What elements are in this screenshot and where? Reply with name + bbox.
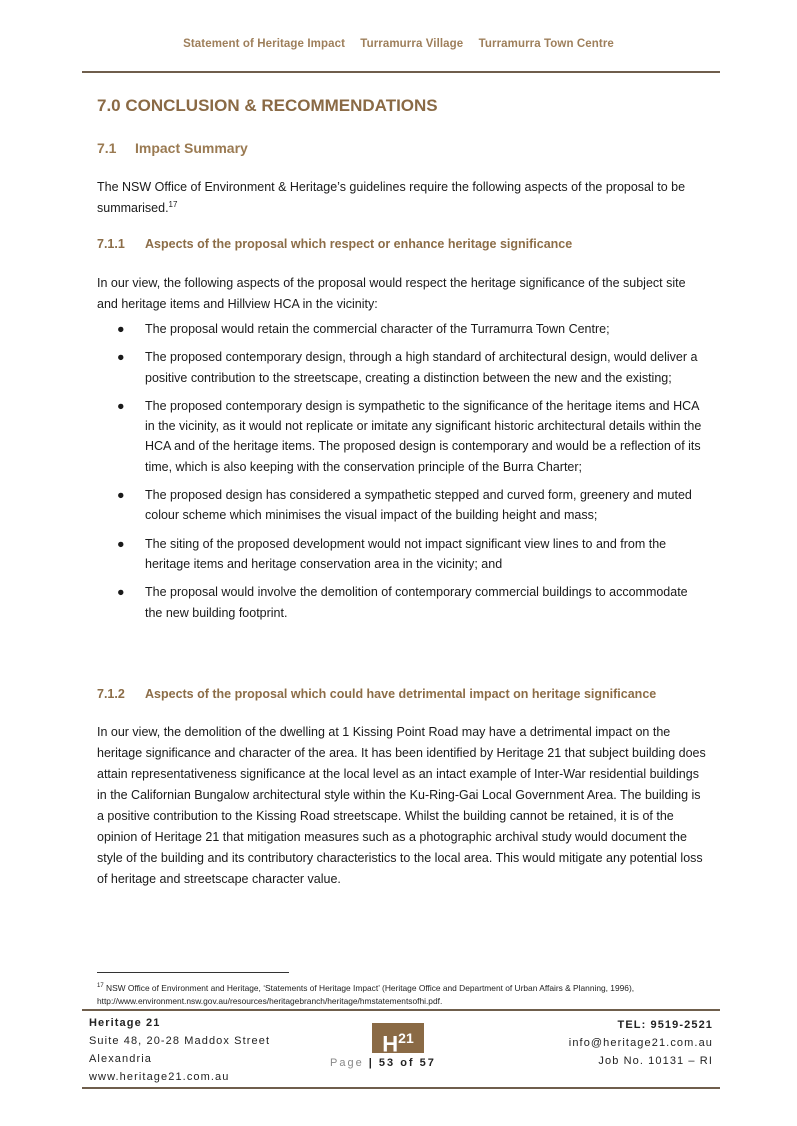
s711-intro: In our view, the following aspects of the proposal would respect the heritage significance of the subject site and heritage items and Hillview HCA in the vicinity: bbox=[97, 276, 686, 311]
list-item bbox=[97, 582, 707, 623]
footnote-ref[interactable]: 17 bbox=[168, 199, 178, 209]
subsection-heading-7-1-1 bbox=[97, 237, 572, 251]
footer-contact-left bbox=[89, 1014, 270, 1086]
address-line-1: Suite 48, 20-28 Maddox Street bbox=[89, 1035, 271, 1047]
list-item bbox=[97, 534, 707, 575]
job-number: Job No. 10131 – RI bbox=[598, 1055, 713, 1067]
footer-contact-right bbox=[569, 1016, 713, 1070]
list-item bbox=[97, 396, 707, 477]
page-number bbox=[330, 1057, 436, 1069]
website-link[interactable]: www.heritage21.com.au bbox=[89, 1071, 230, 1083]
header-rule bbox=[82, 71, 720, 73]
subsection-title: Aspects of the proposal which could have detrimental impact on heritage significance bbox=[145, 687, 657, 701]
footnote-text: NSW Office of Environment and Heritage, ‘Statements of Heritage Impact’ (Heritage Office and Department of Urban Affairs & Planning, 1996), http://www.environment.nsw.gov.au/resources/heritagebranch/heritage/hmstatementsofhi.pdf. bbox=[97, 983, 635, 1006]
subsection-number: 7.1.2 bbox=[97, 687, 125, 701]
page-count: 53 of 57 bbox=[378, 1057, 436, 1069]
logo-letter: H bbox=[382, 1031, 399, 1057]
page-separator: | bbox=[368, 1057, 374, 1069]
list-item-text: The siting of the proposed development would not impact significant view lines to and from the heritage items and heritage conservation area in the vicinity; and bbox=[145, 536, 667, 571]
list-item bbox=[97, 485, 707, 526]
header-location: Turramurra Town Centre bbox=[478, 38, 614, 50]
aspects-list bbox=[97, 319, 707, 631]
footnote-rule bbox=[97, 972, 289, 973]
intro-paragraph bbox=[97, 177, 707, 219]
subsection-heading-7-1 bbox=[97, 140, 248, 156]
header-doc-title: Statement of Heritage Impact bbox=[183, 38, 345, 50]
bullet-icon: ● bbox=[117, 398, 125, 413]
subsection-number: 7.1.1 bbox=[97, 237, 125, 251]
list-item-text: The proposed design has considered a sympathetic stepped and curved form, greenery and muted colour scheme which minimises the visual impact of the building height and mass; bbox=[145, 488, 692, 523]
intro-text: The NSW Office of Environment & Heritage’s guidelines require the following aspects of the proposal to be summarised. bbox=[97, 180, 686, 215]
subsection-title: Aspects of the proposal which respect or enhance heritage significance bbox=[145, 237, 573, 251]
page-label: Page bbox=[330, 1057, 364, 1069]
list-item bbox=[97, 347, 707, 388]
telephone: TEL: 9519-2521 bbox=[617, 1019, 713, 1031]
heritage21-logo bbox=[372, 1023, 424, 1057]
list-item-text: The proposal would involve the demolition of contemporary commercial buildings to accommodate the new building footprint. bbox=[145, 585, 688, 620]
footer-rule-top bbox=[82, 1009, 720, 1011]
section-title: 7.0 CONCLUSION & RECOMMENDATIONS bbox=[97, 96, 438, 115]
footnote-number: 17 bbox=[97, 983, 104, 990]
bullet-icon: ● bbox=[117, 536, 125, 551]
list-item-text: The proposed contemporary design is sympathetic to the significance of the heritage items and HCA in the vicinity, as it would not replicate or imitate any significant historic architectural details within the HCA and of the heritage items. The proposed design is contemporary and would be a reflection of its time, which is also keeping with the conservation principle of the Burra Charter; bbox=[145, 398, 702, 474]
address-line-2: Alexandria bbox=[89, 1053, 152, 1065]
email-link[interactable]: info@heritage21.com.au bbox=[568, 1037, 713, 1049]
header-project: Turramurra Village bbox=[360, 38, 464, 50]
bullet-icon: ● bbox=[117, 350, 125, 365]
subsection-heading-7-1-2 bbox=[97, 687, 656, 701]
list-item bbox=[97, 319, 707, 339]
bullet-icon: ● bbox=[117, 585, 125, 600]
list-item-text: The proposal would retain the commercial character of the Turramurra Town Centre; bbox=[145, 322, 610, 336]
subsection-title: Impact Summary bbox=[135, 140, 248, 156]
footnote bbox=[97, 982, 707, 1008]
list-item-text: The proposed contemporary design, through a high standard of architectural design, would deliver a positive contribution to the streetscape, creating a distinction between the new and the existing; bbox=[145, 350, 698, 385]
logo-number: 21 bbox=[398, 1030, 414, 1046]
footer-rule-bottom bbox=[82, 1087, 720, 1089]
company-name: Heritage 21 bbox=[89, 1017, 161, 1029]
bullet-icon: ● bbox=[117, 488, 125, 503]
s712-body: In our view, the demolition of the dwelling at 1 Kissing Point Road may have a detrimental impact on the heritage significance and character of the area. It has been identified by Heritage 21 that subject building does attain representativeness significance at the local level as an intact example of Inter-War residential buildings in the Californian Bungalow architectural style within the Ku-Ring-Gai Local Government Area. The building is a positive contribution to the Kissing Road streetscape. Whilst the building cannot be retained, it is of the opinion of Heritage 21 that mitigation measures such as a photographic archival study would document the style of the building and its contributory characteristics to the local area. This would mitigate any potential loss of heritage and streetscape character value. bbox=[97, 725, 706, 886]
subsection-number: 7.1 bbox=[97, 140, 117, 156]
bullet-icon: ● bbox=[117, 322, 125, 336]
running-header bbox=[0, 38, 797, 50]
